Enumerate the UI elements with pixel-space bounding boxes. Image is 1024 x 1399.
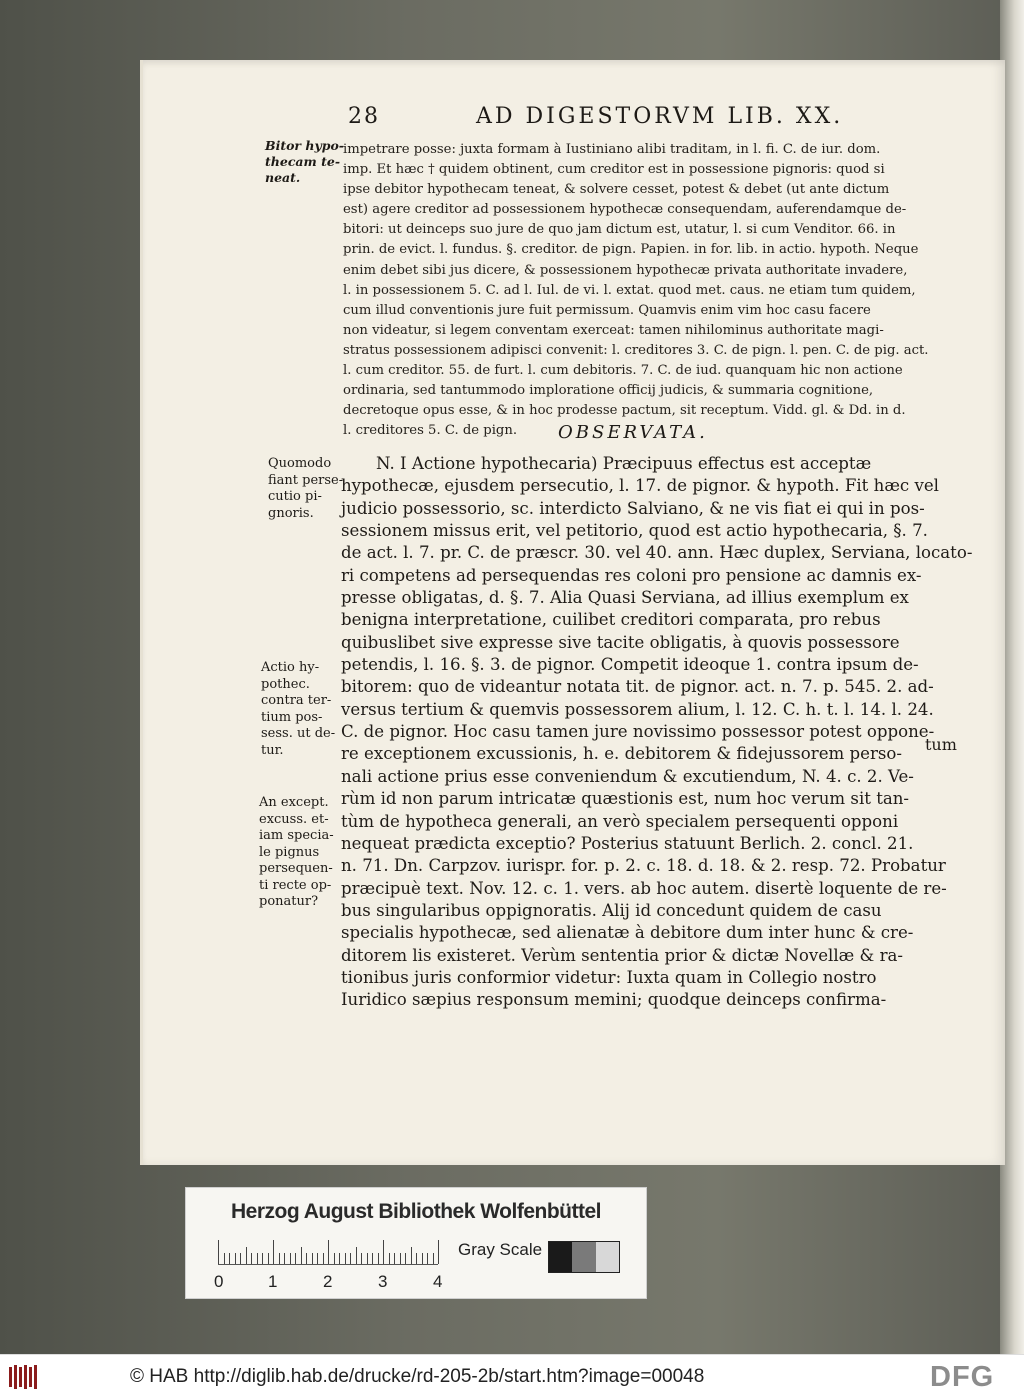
ruler-tick: [361, 1253, 362, 1264]
margin-note-line: tium pos-: [261, 709, 323, 725]
text-line: n. 71. Dn. Carpzov. iurispr. for. p. 2. c. 18. d. 18. & 2. resp. 72. Probatur: [341, 856, 946, 876]
margin-note-line: cutio pi-: [268, 489, 322, 504]
margin-note-line: neat.: [265, 170, 301, 185]
book-page: [140, 60, 1005, 1165]
text-line: impetrare posse: juxta formam à Iustiniano alibi traditam, in l. fi. C. de iur. dom.: [343, 142, 881, 157]
ruler-tick: [273, 1240, 274, 1264]
ruler-tick: [367, 1253, 368, 1264]
margin-note-line: tur.: [261, 742, 284, 758]
ruler-tick: [389, 1253, 390, 1264]
commentary-text: [343, 140, 963, 441]
text-line: decretoque opus esse, & in hoc prodesse pactum, sit receptum. Vidd. gl. & Dd. in d.: [343, 403, 906, 419]
footer-bar: [0, 1354, 1024, 1399]
text-line: benigna interpretatione, cuilibet creditori comparata, pro rebus: [341, 610, 881, 630]
text-line: sessionem missus erit, vel petitorio, quod est actio hypothecaria, §. 7.: [341, 521, 928, 541]
text-line: non videatur, si legem conventam exerceat: tamen nihilominus authoritate magi-: [343, 322, 884, 338]
ruler-tick: [433, 1253, 434, 1264]
text-line: specialis hypothecæ, sed alienatæ à debitore dum inter hunc & cre-: [341, 923, 914, 943]
ruler-number: 0: [214, 1272, 224, 1291]
ruler-tick: [378, 1253, 379, 1264]
text-line: tionibus juris conformior videtur: Iuxta quam in Collegio nostro: [341, 967, 877, 987]
margin-note-line: thecam te-: [265, 154, 341, 169]
text-line: presse obligatas, d. §. 7. Alia Quasi Serviana, ad illius exemplum ex: [341, 588, 909, 608]
ruler-tick: [356, 1247, 357, 1264]
margin-note-line: Actio hy-: [261, 660, 320, 675]
ruler-tick: [383, 1240, 384, 1264]
ruler-tick: [251, 1253, 252, 1264]
text-line: N. I Actione hypothecaria) Præcipuus effectus est acceptæ: [376, 454, 872, 473]
ruler-tick: [394, 1253, 395, 1264]
text-line: stratus possessionem adipisci convenit: l. creditores 3. C. de pign. l. pen. C. de pig. act.: [343, 342, 929, 358]
ruler-tick: [229, 1253, 230, 1264]
text-line: ditorem lis existeret. Verùm sententia prior & dictæ Novellæ & ra-: [341, 945, 903, 965]
margin-note-line: Bitor hypo-: [265, 138, 344, 153]
ruler-tick: [262, 1253, 263, 1264]
text-line: l. cum creditor. 55. de furt. l. cum debitoris. 7. C. de iud. quanquam hic non actione: [343, 363, 903, 379]
text-line: versus tertium & quemvis possessorem alium, l. 12. C. h. t. l. 14. l. 24.: [341, 699, 934, 719]
text-line: nequeat prædicta exceptio? Posterius statuunt Berlich. 2. concl. 21.: [341, 833, 914, 853]
margin-note-line: persequen-: [259, 861, 333, 876]
ruler-tick: [317, 1253, 318, 1264]
margin-note-line: Quomodo: [268, 456, 332, 471]
ruler-tick: [257, 1253, 258, 1264]
observata-heading: OBSERVATA.: [558, 422, 708, 443]
gray-swatch: [572, 1242, 595, 1272]
ruler-tick: [301, 1247, 302, 1264]
hab-logo-icon: [8, 1363, 40, 1391]
observata-text: [341, 453, 973, 1012]
ruler-tick: [372, 1253, 373, 1264]
ruler-tick: [224, 1253, 225, 1264]
gray-scale-swatch: [548, 1241, 620, 1273]
calibration-card: [185, 1187, 647, 1299]
page-header: [348, 104, 988, 134]
text-line: de act. l. 7. pr. C. de præscr. 30. vel 40. ann. Hæc duplex, Serviana, locato-: [341, 543, 973, 563]
ruler-tick: [411, 1247, 412, 1264]
text-line: nali actione prius esse conveniendum & excutiendum, N. 4. c. 2. Ve-: [341, 766, 914, 786]
ruler-number: 3: [378, 1272, 388, 1291]
margin-note-3: [261, 660, 335, 759]
ruler-tick: [416, 1253, 417, 1264]
margin-note-line: fiant perse-: [268, 472, 344, 488]
dfg-logo: DFG: [930, 1361, 995, 1393]
text-line: præcipuè text. Nov. 12. c. 1. vers. ab hoc autem. disertè loquente de re-: [341, 878, 947, 898]
text-line: bus singularibus oppignoratis. Alij id concedunt quidem de casu: [341, 900, 882, 920]
text-line: prin. de evict. l. fundus. §. creditor. de pign. Papien. in for. lib. in actio. hypoth. Neque: [343, 242, 919, 258]
centimeter-ruler: [218, 1238, 438, 1265]
gray-scale-label: Gray Scale: [458, 1240, 543, 1259]
text-line: hypothecæ, ejusdem persecutio, l. 17. de pignor. & hypoth. Fit hæc vel: [341, 476, 939, 496]
ruler-tick: [427, 1253, 428, 1264]
text-line: Iuridico sæpius responsum memini; quodque deinceps confirma-: [341, 990, 887, 1010]
ruler-tick: [295, 1253, 296, 1264]
ruler-number: 1: [268, 1272, 278, 1291]
gray-swatch: [596, 1242, 619, 1272]
text-line: bitorem: quo de videantur notata tit. de pignor. act. n. 7. p. 545. 2. ad-: [341, 677, 934, 697]
copyright-url[interactable]: © HAB http://diglib.hab.de/drucke/rd-205-2b/start.htm?image=00048: [130, 1366, 705, 1387]
ruler-tick: [400, 1253, 401, 1264]
text-line: imp. Et hæc † quidem obtinent, cum creditor est in possessione pignoris: quod si: [343, 162, 885, 178]
text-line: re exceptionem excussionis, h. e. debitorem & fidejussorem perso-: [341, 744, 903, 764]
margin-note-line: le pignus: [259, 844, 320, 860]
ruler-tick: [334, 1253, 335, 1264]
library-name: Herzog August Bibliothek Wolfenbüttel: [231, 1200, 601, 1223]
margin-note-line: contra ter-: [261, 693, 332, 708]
margin-note-line: sess. ut de-: [261, 726, 336, 741]
ruler-tick: [268, 1253, 269, 1264]
text-line: judicio possessorio, sc. interdicto Salviano, & ne vis fiat ei qui in pos-: [341, 498, 925, 518]
ruler-number: 4: [433, 1272, 443, 1291]
margin-note-4: [259, 795, 334, 911]
ruler-tick: [284, 1253, 285, 1264]
ruler-tick: [438, 1240, 439, 1264]
text-line: l. creditores 5. C. de pign.: [343, 423, 518, 439]
ruler-tick: [246, 1247, 247, 1264]
text-line: rùm id non parum intricatæ quæstionis est, num hoc verum sit tan-: [341, 789, 910, 809]
text-line: cum illud conventionis jure fuit permissum. Quamvis enim vim hoc casu facere: [343, 302, 871, 318]
margin-note-line: An except.: [259, 795, 329, 810]
margin-note-line: ti recte op-: [259, 877, 332, 893]
margin-note-line: gnoris.: [268, 505, 314, 521]
ruler-tick: [328, 1240, 329, 1264]
margin-note-line: iam specia-: [259, 828, 334, 843]
text-line: quibuslibet sive expresse sive tacite obligatis, à quovis possessore: [341, 632, 900, 652]
margin-note-line: ponatur?: [259, 894, 319, 909]
gray-swatch: [549, 1242, 572, 1272]
text-line: petendis, l. 16. §. 3. de pignor. Competit ideoque 1. contra ipsum de-: [341, 655, 919, 675]
text-line: ri competens ad persequendas res coloni pro pensione ac damnis ex-: [341, 565, 922, 585]
page-number: 28: [348, 104, 380, 129]
catchword: tum: [925, 735, 957, 754]
ruler-tick: [235, 1253, 236, 1264]
text-line: ordinaria, sed tantummodo imploratione officij judicis, & summaria cognitione,: [343, 383, 874, 399]
text-line: enim debet sibi jus dicere, & possessionem hypothecæ privata authoritate invadere,: [343, 262, 908, 278]
margin-note-2: [268, 456, 343, 522]
ruler-number: 2: [323, 1272, 333, 1291]
ruler-tick: [279, 1253, 280, 1264]
text-line: tùm de hypotheca generali, an verò specialem persequenti opponi: [341, 811, 899, 831]
text-line: l. in possessionem 5. C. ad l. Iul. de vi. l. extat. quod met. caus. ne etiam tum quidem,: [343, 282, 916, 298]
ruler-tick: [218, 1240, 219, 1264]
ruler-tick: [240, 1253, 241, 1264]
ruler-tick: [323, 1253, 324, 1264]
ruler-tick: [350, 1253, 351, 1264]
ruler-tick: [290, 1253, 291, 1264]
ruler-tick: [345, 1253, 346, 1264]
text-line: ipse debitor hypothecam teneat, & solvere cesset, potest & debet (ut ante dictum: [343, 182, 890, 198]
margin-note-1: [265, 138, 344, 186]
ruler-tick: [312, 1253, 313, 1264]
text-line: est) agere creditor ad possessionem hypothecæ consequendam, auferendamque de-: [343, 202, 907, 218]
ruler-tick: [339, 1253, 340, 1264]
running-title: AD DIGESTORVM LIB. XX.: [476, 104, 844, 129]
margin-note-line: excuss. et-: [259, 811, 329, 827]
text-line: C. de pignor. Hoc casu tamen jure novissimo possessor potest oppone-: [341, 722, 935, 742]
ruler-tick: [405, 1253, 406, 1264]
ruler-tick: [306, 1253, 307, 1264]
margin-note-line: pothec.: [261, 676, 310, 692]
text-line: bitori: ut deinceps suo jure de quo jam dictum est, utatur, l. si cum Venditor. 66. in: [343, 222, 896, 238]
ruler-tick: [422, 1253, 423, 1264]
